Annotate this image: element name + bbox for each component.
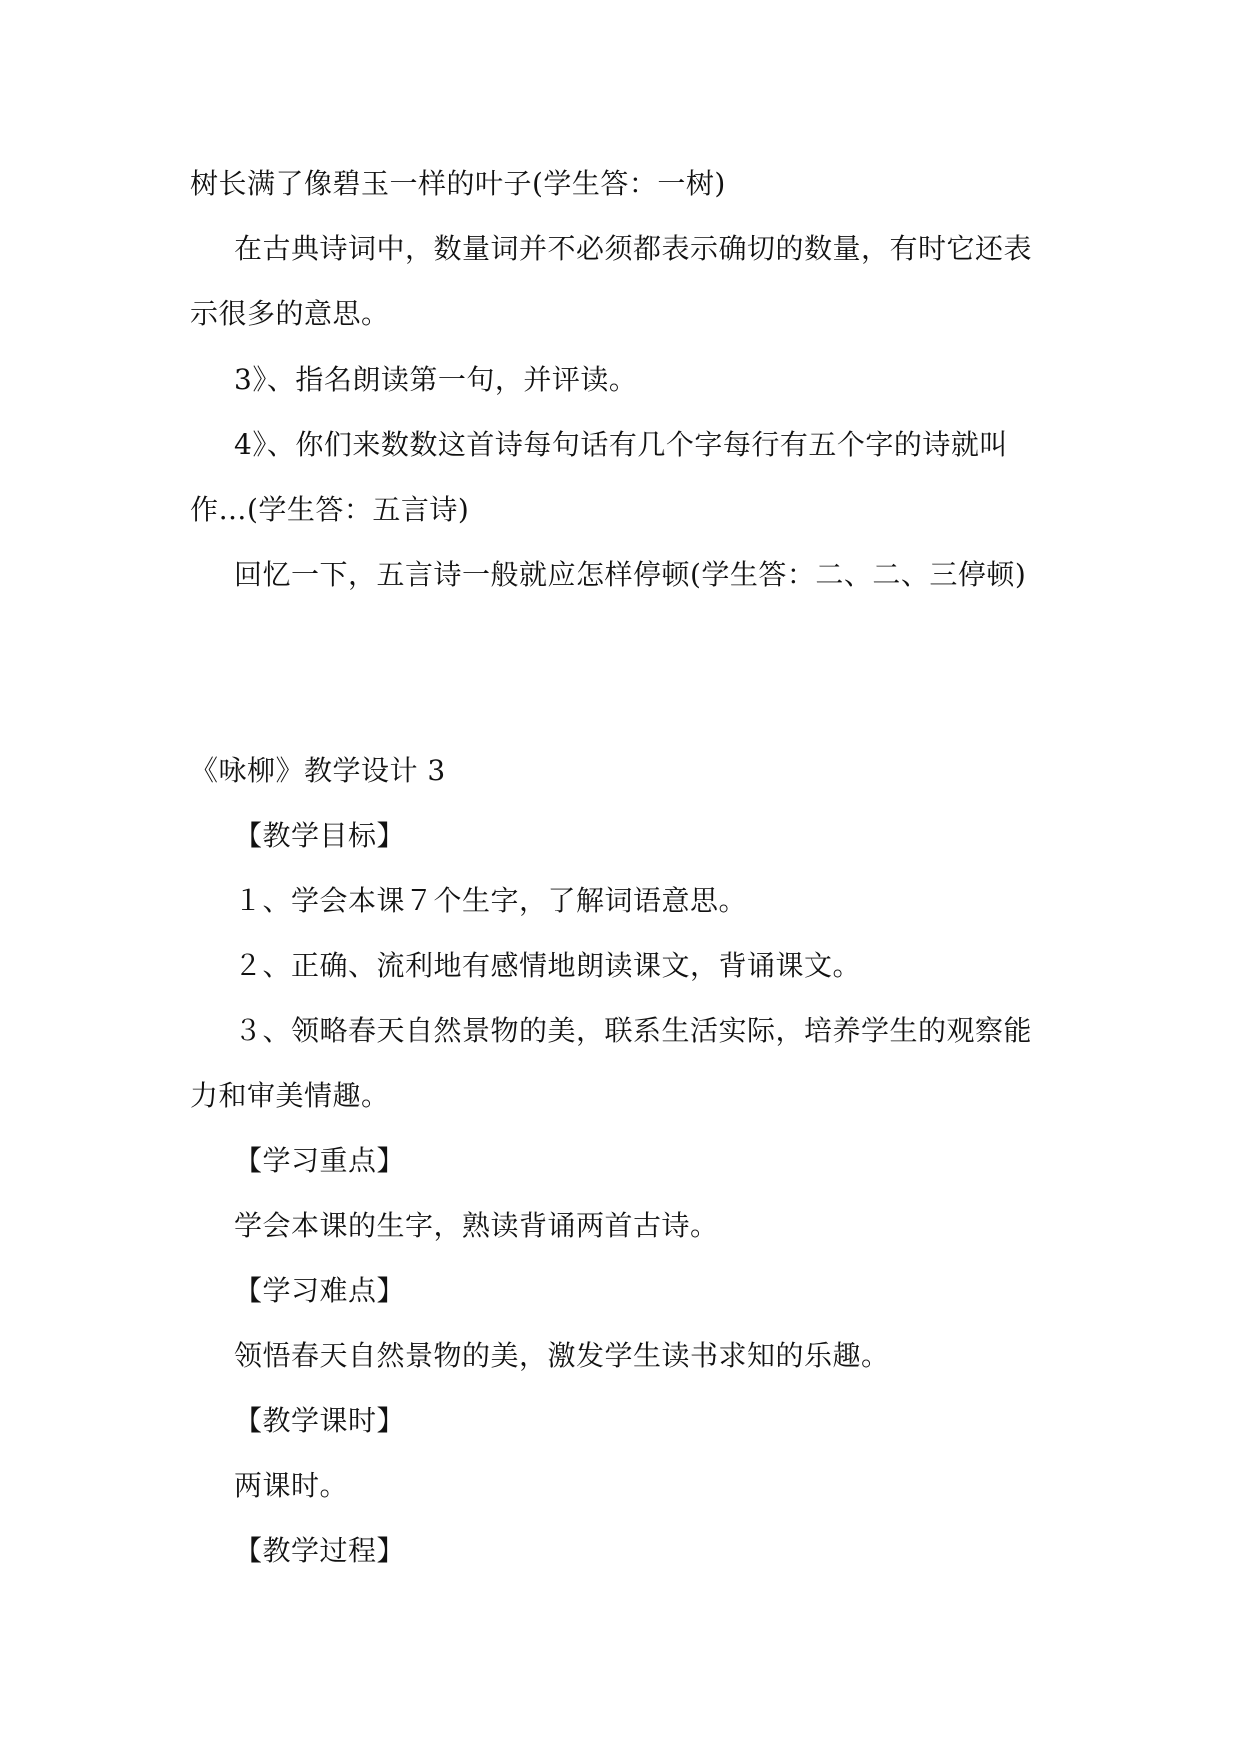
paragraph-line: 回忆一下，五言诗一般就应怎样停顿(学生答：二、二、三停顿) — [234, 558, 1027, 591]
goal-item: ３、领略春天自然景物的美，联系生活实际，培养学生的观察能 — [234, 1014, 1033, 1047]
difficulty-text: 领悟春天自然景物的美，激发学生读书求知的乐趣。 — [234, 1339, 890, 1372]
section-heading-process: 【教学过程】 — [234, 1534, 406, 1567]
section-heading-goals: 【教学目标】 — [234, 819, 406, 852]
section-heading-difficulty: 【学习难点】 — [234, 1274, 406, 1307]
paragraph-line: 3》、指名朗读第一句，并评读。 — [234, 363, 638, 396]
section-heading-focus: 【学习重点】 — [234, 1144, 406, 1177]
document-title: 《咏柳》教学设计 3 — [190, 754, 446, 787]
goal-item-continuation: 力和审美情趣。 — [190, 1079, 390, 1112]
paragraph-line: 树长满了像碧玉一样的叶子(学生答：一树) — [190, 167, 726, 200]
paragraph-line: 作…(学生答：五言诗) — [190, 493, 470, 526]
paragraph-line: 4》、你们来数数这首诗每句话有几个字每行有五个字的诗就叫 — [234, 428, 1008, 461]
goal-item: １、学会本课７个生字，了解词语意思。 — [234, 884, 748, 917]
paragraph-line: 示很多的意思。 — [190, 297, 390, 330]
paragraph-line: 在古典诗词中，数量词并不必须都表示确切的数量，有时它还表 — [234, 232, 1033, 265]
section-heading-hours: 【教学课时】 — [234, 1404, 406, 1437]
focus-text: 学会本课的生字，熟读背诵两首古诗。 — [234, 1209, 719, 1242]
goal-item: ２、正确、流利地有感情地朗读课文，背诵课文。 — [234, 949, 862, 982]
hours-text: 两课时。 — [234, 1469, 349, 1502]
